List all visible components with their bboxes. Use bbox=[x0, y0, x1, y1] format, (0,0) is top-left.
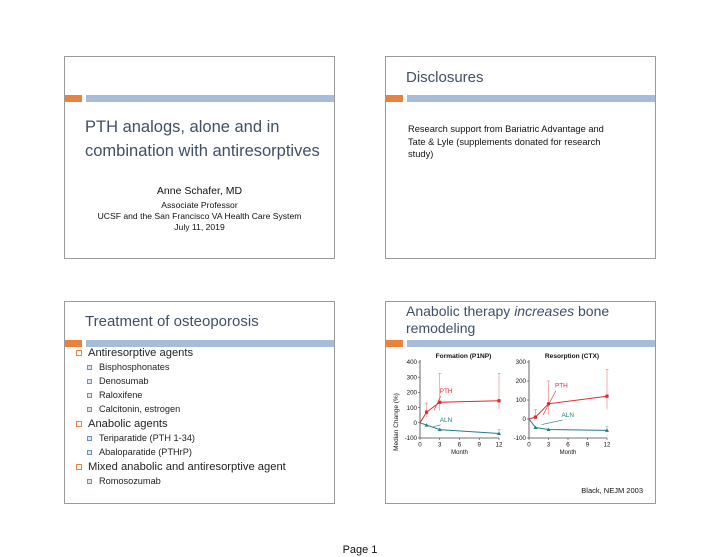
data-point bbox=[534, 416, 537, 419]
page-footer: Page 1 bbox=[342, 544, 378, 556]
bone-turnover-charts bbox=[386, 352, 655, 487]
slide-title bbox=[85, 117, 320, 163]
author-affiliation: UCSF and the San Francisco VA Health Care System bbox=[97, 211, 302, 221]
author-position: Associate Professor bbox=[161, 200, 238, 210]
y-axis-label: Median Change (%) bbox=[393, 393, 400, 451]
x-tick-label: 12 bbox=[603, 441, 611, 449]
title-slide bbox=[64, 56, 335, 259]
y-tick-label: 300 bbox=[406, 374, 417, 382]
chart-title: Formation (P1NP) bbox=[435, 353, 492, 360]
y-tick-label: -100 bbox=[404, 435, 417, 443]
x-tick-label: 3 bbox=[438, 441, 442, 449]
treatment-slide bbox=[64, 301, 335, 504]
data-point bbox=[605, 395, 608, 398]
accent-bar bbox=[386, 95, 655, 102]
list-item: Romosozumab bbox=[75, 474, 286, 488]
citation: Black, NEJM 2003 bbox=[581, 486, 643, 495]
series-label-pth: PTH bbox=[439, 387, 453, 395]
slide-title: Treatment of osteoporosis bbox=[85, 313, 259, 330]
x-tick-label: 3 bbox=[546, 441, 551, 449]
y-tick-label: -100 bbox=[513, 435, 526, 443]
y-tick-label: 0 bbox=[522, 416, 526, 424]
data-point bbox=[425, 411, 428, 414]
list-item: Raloxifene bbox=[75, 388, 286, 402]
x-tick-label: 6 bbox=[457, 441, 462, 449]
list-item: Calcitonin, estrogen bbox=[75, 402, 286, 416]
disclosure-line: Research support from Bariatric Advantage and bbox=[408, 124, 604, 134]
slide-title: Anabolic therapy increases bone remodeling bbox=[406, 303, 610, 336]
series-label-aln: ALN bbox=[561, 412, 574, 420]
list-item: Mixed anabolic and antiresorptive agent bbox=[75, 460, 286, 474]
list-item: Antiresorptive agents bbox=[75, 346, 286, 360]
disclosures-slide bbox=[385, 56, 656, 259]
presentation-date: July 11, 2019 bbox=[174, 222, 225, 232]
anabolic-therapy-slide bbox=[385, 301, 656, 504]
y-tick-label: 100 bbox=[406, 404, 417, 412]
y-tick-label: 200 bbox=[515, 378, 526, 386]
y-tick-label: 400 bbox=[406, 359, 417, 367]
series-line-pth bbox=[420, 401, 499, 423]
x-tick-label: 9 bbox=[585, 441, 590, 449]
data-point bbox=[497, 399, 500, 402]
x-tick-label: 9 bbox=[477, 441, 481, 449]
x-tick-label: 12 bbox=[495, 441, 503, 449]
accent-bar bbox=[386, 340, 655, 347]
label-arrow bbox=[542, 420, 563, 425]
x-tick-label: 6 bbox=[566, 441, 570, 449]
resorption-chart bbox=[514, 353, 611, 456]
x-tick-label: 0 bbox=[527, 441, 531, 449]
list-item: Abaloparatide (PTHrP) bbox=[75, 445, 286, 459]
x-axis-label: Month bbox=[559, 450, 577, 456]
y-tick-label: 0 bbox=[413, 420, 417, 427]
formation-chart bbox=[405, 353, 503, 456]
title-line-1: PTH analogs, alone and in bbox=[85, 118, 280, 136]
disclosure-line: Tate & Lyle (supplements donated for research bbox=[408, 136, 601, 147]
accent-bar bbox=[65, 95, 334, 102]
title-line-2: combination with antiresorptives bbox=[85, 142, 320, 161]
y-tick-label: 100 bbox=[515, 397, 526, 405]
chart-title: Resorption (CTX) bbox=[544, 353, 600, 360]
label-arrow bbox=[433, 425, 441, 427]
series-label-pth: PTH bbox=[555, 382, 568, 390]
disclosure-line: study) bbox=[408, 149, 434, 159]
list-item: Teriparatide (PTH 1-34) bbox=[75, 431, 286, 445]
list-item: Bisphosphonates bbox=[75, 360, 286, 374]
disclosure-text bbox=[408, 123, 604, 161]
slide-title: Disclosures bbox=[406, 69, 484, 86]
y-tick-label: 200 bbox=[406, 389, 417, 397]
y-tick-label: 300 bbox=[515, 359, 526, 367]
series-line-aln bbox=[420, 423, 499, 434]
list-item: Denosumab bbox=[75, 374, 286, 388]
title-emphasis: increases bbox=[514, 303, 575, 319]
x-tick-label: 0 bbox=[418, 441, 422, 449]
list-item: Anabolic agents bbox=[75, 417, 286, 431]
series-label-aln: ALN bbox=[439, 416, 453, 424]
author-name: Anne Schafer, MD bbox=[156, 185, 243, 197]
x-axis-label: Month bbox=[451, 450, 468, 456]
bullet-list bbox=[75, 346, 286, 488]
series-line-aln bbox=[529, 419, 607, 430]
